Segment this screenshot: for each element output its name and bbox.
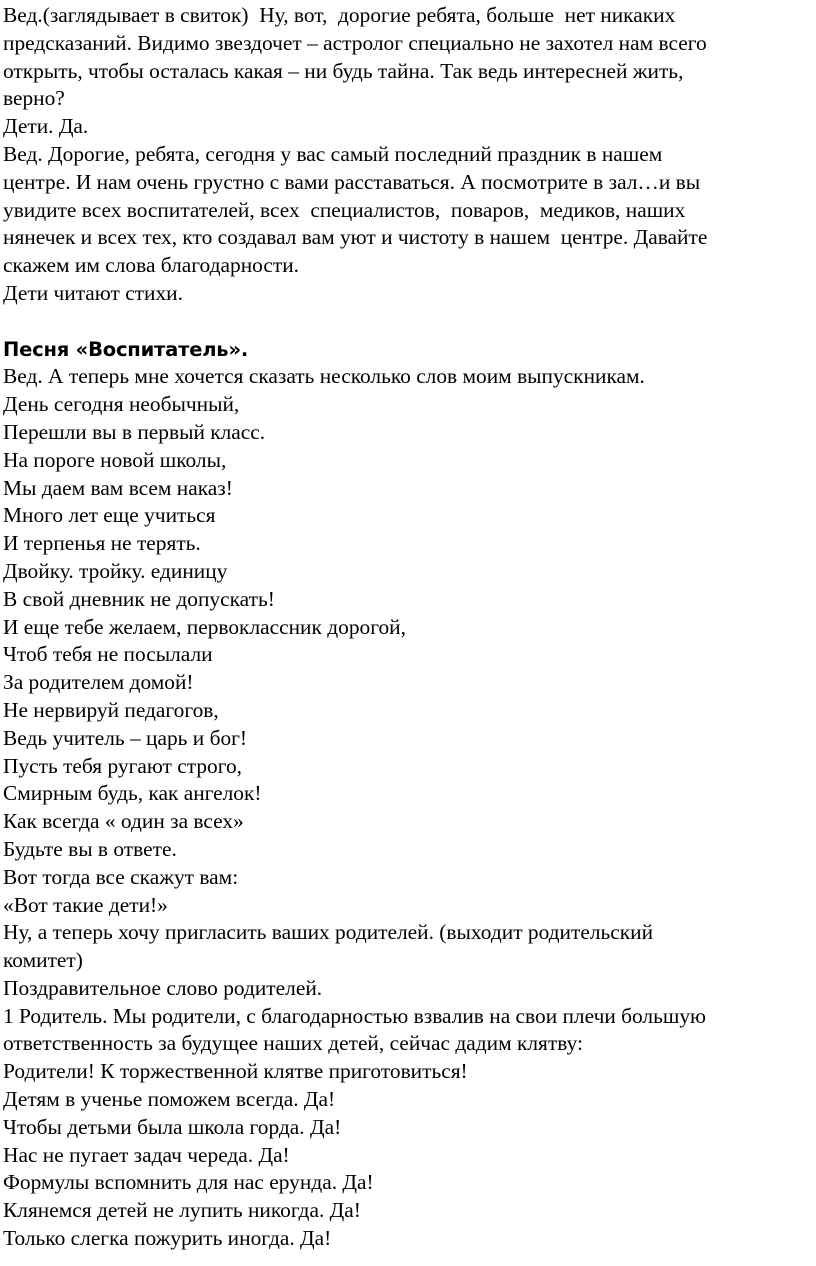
- poem-line: Будьте вы в ответе.: [3, 836, 177, 861]
- poem-line: Много лет еще учиться: [3, 503, 216, 528]
- text-line: Вед.(заглядывает в свиток) Ну, вот, дорогие ребята, больше нет никаких: [3, 3, 676, 27]
- text-line: нянечек и всех тех, кто создавал вам уют и чистоту в нашем центре. Давайте: [3, 225, 708, 250]
- poem-line: Чтоб тебя не посылали: [3, 642, 213, 667]
- text-line: Ну, а теперь хочу пригласить ваших родителей. (выходит родительский: [3, 920, 654, 945]
- song-heading: Песня «Воспитатель».: [3, 337, 249, 361]
- text-line: 1 Родитель. Мы родители, с благодарностью взвалив на свои плечи большую: [3, 1003, 706, 1028]
- text-line: Поздравительное слово родителей.: [3, 975, 323, 1000]
- poem-line: Вот тогда все скажут вам:: [3, 864, 239, 889]
- text-line: Вед. А теперь мне хочется сказать несколько слов моим выпускникам.: [3, 364, 645, 389]
- text-line: увидите всех воспитателей, всех специалистов, поваров, медиков, наших: [3, 197, 686, 222]
- poem-line: Пусть тебя ругают строго,: [3, 753, 243, 778]
- body-section: [3, 363, 816, 1253]
- poem-line: За родителем домой!: [3, 670, 194, 695]
- text-line: скажем им слова благодарности.: [3, 253, 300, 278]
- poem-line: «Вот такие дети!»: [3, 892, 168, 917]
- text-line: центре. И нам очень грустно с вами расставаться. А посмотрите в зал…и вы: [3, 169, 701, 194]
- text-line: открыть, чтобы осталась какая – ни будь тайна. Так ведь интересней жить,: [3, 58, 684, 83]
- text-line: верно?: [3, 86, 65, 111]
- text-line: предсказаний. Видимо звездочет – астролог специально не захотел нам всего: [3, 30, 707, 55]
- blank-line: [3, 308, 816, 336]
- poem-line: День сегодня необычный,: [3, 392, 240, 417]
- oath-line: Нас не пугает задач череда. Да!: [3, 1142, 290, 1167]
- text-line: Дети читают стихи.: [3, 280, 183, 305]
- poem-line: И терпенья не терять.: [3, 531, 201, 556]
- text-line: комитет): [3, 948, 83, 973]
- poem-line: Ведь учитель – царь и бог!: [3, 725, 248, 750]
- poem-line: Не нервируй педагогов,: [3, 697, 219, 722]
- text-line: ответственность за будущее наших детей, сейчас дадим клятву:: [3, 1031, 583, 1056]
- oath-line: Формулы вспомнить для нас ерунда. Да!: [3, 1170, 374, 1195]
- oath-line: Родители! К торжественной клятве приготовиться!: [3, 1059, 468, 1084]
- text-line: Дети. Да.: [3, 114, 89, 139]
- poem-line: На пороге новой школы,: [3, 447, 227, 472]
- poem-line: Двойку. тройку. единицу: [3, 558, 228, 583]
- poem-line: В свой дневник не допускать!: [3, 586, 275, 611]
- oath-line: Детям в ученье поможем всегда. Да!: [3, 1087, 336, 1112]
- poem-line: Мы даем вам всем наказ!: [3, 475, 233, 500]
- oath-line: Чтобы детьми была школа горда. Да!: [3, 1114, 342, 1139]
- oath-line: Клянемся детей не лупить никогда. Да!: [3, 1198, 361, 1223]
- poem-line: Смирным будь, как ангелок!: [3, 781, 262, 806]
- poem-line: Как всегда « один за всех»: [3, 809, 244, 834]
- poem-line: Перешли вы в первый класс.: [3, 419, 266, 444]
- intro-section: [3, 2, 816, 308]
- text-line: Вед. Дорогие, ребята, сегодня у вас самый последний праздник в нашем: [3, 141, 663, 166]
- poem-line: И еще тебе желаем, первоклассник дорогой,: [3, 614, 406, 639]
- oath-line: Только слегка пожурить иногда. Да!: [3, 1226, 332, 1251]
